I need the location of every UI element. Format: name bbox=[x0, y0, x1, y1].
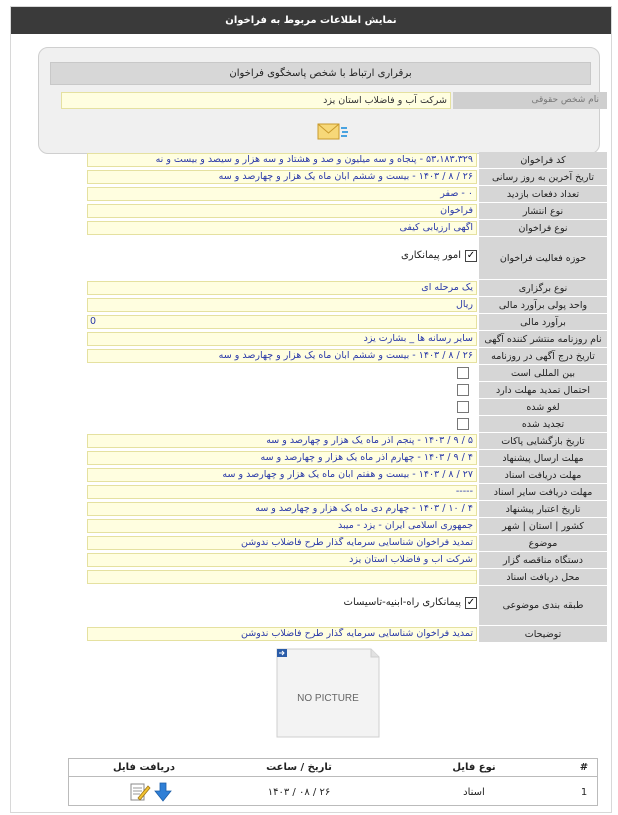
col-type-header: نوع فایل bbox=[452, 762, 496, 773]
code-value: ۵۳،۱۸۳،۳۲۹ - پنجاه و سه میلیون و صد و هشتاد و سه هزار و سیصد و بیست و نه bbox=[87, 153, 477, 167]
activity-option bbox=[401, 249, 477, 263]
location-value: جمهوری اسلامی ایران - یزد - میبد bbox=[87, 519, 477, 533]
cancelled-label: لغو شده bbox=[479, 399, 607, 416]
renewed-checkbox[interactable] bbox=[457, 418, 469, 430]
page-title: نمایش اطلاعات مربوط به فراخوان bbox=[11, 7, 611, 34]
subject-label: موضوع bbox=[479, 535, 607, 552]
description-value: تمدید فراخوان شناسایی سرمایه گذار طرح فاضلاب ندوشن bbox=[87, 627, 477, 641]
no-picture-image bbox=[271, 645, 383, 741]
holding-type-label: نوع برگزاری bbox=[479, 280, 607, 297]
newspaper-value: سایر رسانه ها _ بشارت یزد bbox=[87, 332, 477, 346]
category-option bbox=[344, 596, 477, 610]
other-doc-deadline-value: ----- bbox=[87, 485, 477, 499]
contact-heading: برقراری ارتباط با شخص پاسخگوی فراخوان bbox=[50, 62, 591, 85]
visits-label: تعداد دفعات بازدید bbox=[479, 186, 607, 203]
legal-person-label: نام شخص حقوقی bbox=[453, 92, 607, 109]
download-arrow-icon[interactable] bbox=[153, 782, 173, 802]
envelope-icon[interactable] bbox=[317, 121, 349, 143]
legal-person-value: شرکت آب و فاضلاب استان یزد bbox=[61, 92, 451, 109]
edit-document-icon[interactable] bbox=[129, 782, 151, 802]
extension-checkbox[interactable] bbox=[457, 384, 469, 396]
tender-org-label: دستگاه مناقصه گزار bbox=[479, 552, 607, 569]
col-num-header: # bbox=[579, 762, 589, 773]
activity-value: امور پیمانکاری bbox=[401, 250, 461, 261]
row-date: ۲۶ / ۰۸ / ۱۴۰۳ bbox=[267, 787, 331, 798]
international-checkbox[interactable] bbox=[457, 367, 469, 379]
description-label: توضیحات bbox=[479, 626, 607, 643]
col-date-header: تاریخ / ساعت bbox=[266, 762, 332, 773]
tender-detail-panel bbox=[10, 6, 612, 813]
international-label: بین المللی است bbox=[479, 365, 607, 382]
validity-label: تاریخ اعتبار پیشنهاد bbox=[479, 501, 607, 518]
holding-type-value: یک مرحله ای bbox=[87, 281, 477, 295]
last-update-value: ۲۶ / ۸ / ۱۴۰۳ - بیست و ششم آبان ماه یک هزار و چهارصد و سه bbox=[87, 170, 477, 184]
row-num: 1 bbox=[580, 787, 588, 798]
publish-type-value: فراخوان bbox=[87, 204, 477, 218]
doc-place-value bbox=[87, 570, 477, 584]
visits-value: ۰ - صفر bbox=[87, 187, 477, 201]
contact-box bbox=[38, 47, 600, 154]
call-type-value: آگهی ارزیابی کیفی bbox=[87, 221, 477, 235]
validity-value: ۴ / ۱۰ / ۱۴۰۳ - چهارم دی ماه یک هزار و چهارصد و سه bbox=[87, 502, 477, 516]
doc-deadline-label: مهلت دریافت اسناد bbox=[479, 467, 607, 484]
newspaper-date-value: ۲۶ / ۸ / ۱۴۰۳ - بیست و ششم آبان ماه یک هزار و چهارصد و سه bbox=[87, 349, 477, 363]
files-table bbox=[68, 758, 598, 806]
last-update-label: تاریخ آخرین به روز رسانی bbox=[479, 169, 607, 186]
location-label: کشور | استان | شهر bbox=[479, 518, 607, 535]
category-value: پیمانکاری راه-ابنیه-تاسیسات bbox=[343, 597, 461, 608]
code-label: کد فراخوان bbox=[479, 152, 607, 169]
opening-date-label: تاریخ بازگشایی پاکات bbox=[479, 433, 607, 450]
estimate-label: برآورد مالی bbox=[479, 314, 607, 331]
estimate-value: 0 bbox=[87, 315, 477, 329]
other-doc-deadline-label: مهلت دریافت سایر اسناد bbox=[479, 484, 607, 501]
currency-value: ریال bbox=[87, 298, 477, 312]
doc-deadline-value: ۲۷ / ۸ / ۱۴۰۳ - بیست و هفتم آبان ماه یک هزار و چهارصد و سه bbox=[87, 468, 477, 482]
category-checkbox[interactable]: ✓ bbox=[466, 597, 476, 608]
row-type: اسناد bbox=[463, 787, 485, 798]
extension-label: احتمال تمدید مهلت دارد bbox=[479, 382, 607, 399]
offer-deadline-label: مهلت ارسال پیشنهاد bbox=[479, 450, 607, 467]
col-download-header: دریافت فایل bbox=[113, 762, 175, 773]
opening-date-value: ۵ / ۹ / ۱۴۰۳ - پنجم آذر ماه یک هزار و چهارصد و سه bbox=[87, 434, 477, 448]
activity-label: حوزه فعالیت فراخوان bbox=[479, 237, 607, 280]
call-type-label: نوع فراخوان bbox=[479, 220, 607, 237]
cancelled-checkbox[interactable] bbox=[457, 401, 469, 413]
no-picture-text: NO PICTURE bbox=[297, 693, 359, 704]
subject-value: تمدید فراخوان شناسایی سرمایه گذار طرح فاضلاب ندوشن bbox=[87, 536, 477, 550]
activity-checkbox[interactable]: ✓ bbox=[466, 250, 476, 261]
doc-place-label: محل دریافت اسناد bbox=[479, 569, 607, 586]
newspaper-label: نام روزنامه منتشر کننده آگهی bbox=[479, 331, 607, 348]
offer-deadline-value: ۴ / ۹ / ۱۴۰۳ - چهارم آذر ماه یک هزار و چهارصد و سه bbox=[87, 451, 477, 465]
newspaper-date-label: تاریخ درج آگهی در روزنامه bbox=[479, 348, 607, 365]
renewed-label: تجدید شده bbox=[479, 416, 607, 433]
publish-type-label: نوع انتشار bbox=[479, 203, 607, 220]
currency-label: واحد پولی برآورد مالی bbox=[479, 297, 607, 314]
category-label: طبقه بندی موضوعی bbox=[479, 586, 607, 626]
tender-org-value: شرکت آب و فاضلاب استان یزد bbox=[87, 553, 477, 567]
